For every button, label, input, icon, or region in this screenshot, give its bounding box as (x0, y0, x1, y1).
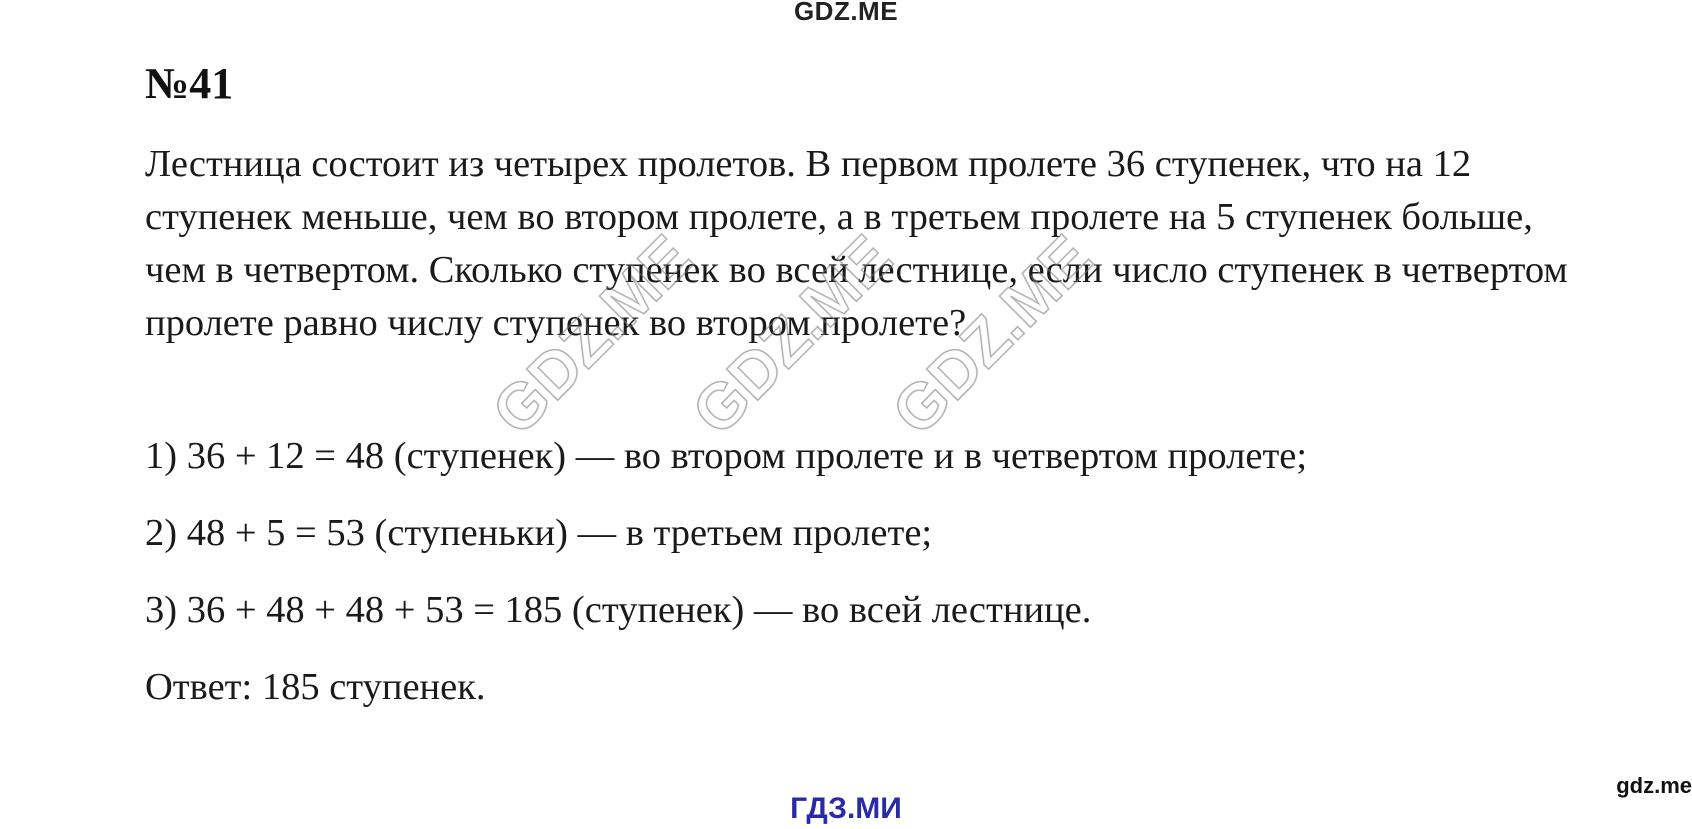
solution-step-1: 1) 36 + 12 = 48 (ступенек) — во втором пролете и в четвертом пролете; (145, 435, 1308, 477)
solution-step-2: 2) 48 + 5 = 53 (ступеньки) — в третьем пролете; (145, 512, 933, 554)
problem-statement: Лестница состоит из четырех пролетов. В первом пролете 36 ступенек, что на 12 ступенек меньше, чем во втором пролете, а в третьем пролете на 5 ступенек больше, чем в четвертом. Сколько ступенек во всей лестнице, если число ступенек в четвертом пролете равно числу ступенек во втором пролете? (145, 143, 1568, 344)
watermark: GDZ.ME (878, 221, 1106, 449)
footer-brand-link[interactable]: ГДЗ.МИ (790, 792, 902, 825)
task-number: №41 (145, 59, 234, 108)
watermark: GDZ.ME (678, 221, 906, 449)
site-header: GDZ.ME (793, 0, 899, 26)
answer-line: Ответ: 185 ступенек. (145, 666, 486, 708)
solution-step-3: 3) 36 + 48 + 48 + 53 = 185 (ступенек) — во всей лестнице. (145, 589, 1092, 631)
corner-brand: gdz.me (1616, 773, 1692, 798)
watermark: GDZ.ME (478, 221, 706, 449)
